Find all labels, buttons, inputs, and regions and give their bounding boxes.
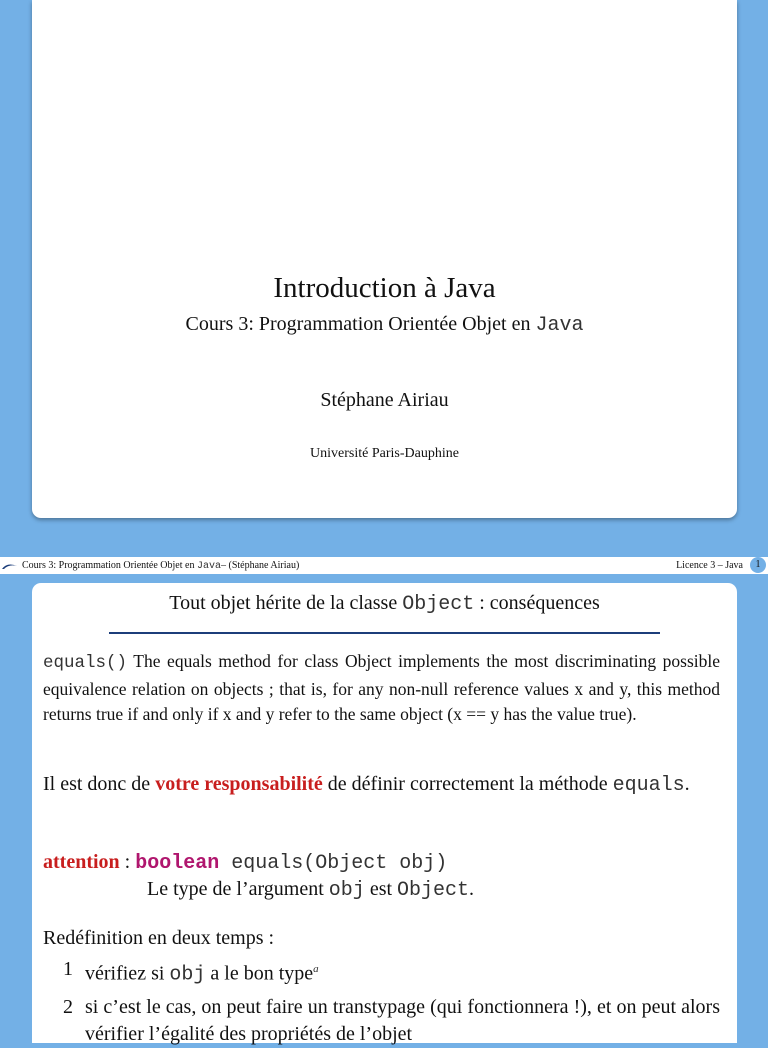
argument-type-line <box>43 877 720 904</box>
p2-end: . <box>684 773 690 795</box>
arg-before: Le type de l’argument <box>147 877 329 900</box>
footnote-marker: a <box>313 963 319 975</box>
slide-title-code: Object <box>402 593 475 616</box>
subtitle-code: Java <box>535 314 584 337</box>
attention-sep: : <box>119 851 136 873</box>
presentation-subtitle <box>32 313 737 337</box>
p2-code: equals <box>612 774 685 797</box>
responsibility-paragraph <box>43 772 720 799</box>
footer-course-code: Java <box>196 561 221 572</box>
list-item-number: 2 <box>63 995 73 1018</box>
footer-course-text: Cours 3: Programmation Orientée Objet en <box>22 560 197 571</box>
author-name: Stéphane Airiau <box>320 389 449 411</box>
p2-before: Il est donc de <box>43 773 156 795</box>
slide-title-before: Tout objet hérite de la classe <box>169 592 403 614</box>
list-item-code: obj <box>169 963 206 987</box>
equals-description <box>43 649 720 728</box>
p2-after: de définir correctement la méthode <box>322 773 613 795</box>
institution: Université Paris-Dauphine <box>310 446 459 461</box>
arg-code-obj: obj <box>328 878 365 902</box>
arg-end: . <box>469 877 475 900</box>
redefinition-heading: Redéfinition en deux temps : <box>43 927 275 949</box>
list-item-after: a le bon type <box>205 962 314 985</box>
slide-title <box>32 592 737 616</box>
list-item-before: vérifiez si <box>85 962 170 985</box>
attention-line <box>43 850 720 877</box>
boolean-keyword: boolean <box>135 852 220 875</box>
footer-license: Licence 3 – Java <box>676 560 743 571</box>
title-slide <box>32 0 737 518</box>
equals-signature: equals(Object obj) <box>219 852 448 875</box>
subtitle-text: Cours 3: Programmation Orientée Objet en <box>185 313 536 335</box>
attention-label: attention <box>43 851 120 873</box>
content-slide <box>32 583 737 1043</box>
page-number-badge: 1 <box>750 557 766 573</box>
footer-author: – (Stéphane Airiau) <box>220 560 300 571</box>
equals-text: The equals method for class Object implements the most discriminating possible equivalence relation on objects ; that is, for any non-null reference values x and y, this method returns true if and only if x and y refer to the same object (x == y has the value true). <box>43 651 720 724</box>
slide-title-after: : conséquences <box>474 592 600 614</box>
presentation-title: Introduction à Java <box>273 272 496 304</box>
beamer-logo-icon <box>2 561 18 570</box>
arg-mid: est <box>364 877 398 900</box>
footer-course-info <box>22 557 299 575</box>
slide-footer <box>0 557 768 574</box>
list-item-number: 1 <box>63 958 73 980</box>
arg-code-object: Object <box>397 878 470 902</box>
list-item-text: si c’est le cas, on peut faire un transtypage (qui fonctionnera !), et on peut alors vérifier l’égalité des propriétés de l’objet <box>85 995 720 1045</box>
title-underline <box>109 632 660 634</box>
p2-emphasis: votre responsabilité <box>155 773 323 795</box>
list-item <box>43 994 720 1048</box>
redefinition-list <box>43 956 720 1048</box>
attention-block <box>43 850 720 903</box>
equals-code: equals() <box>43 653 128 673</box>
list-item <box>43 956 720 989</box>
